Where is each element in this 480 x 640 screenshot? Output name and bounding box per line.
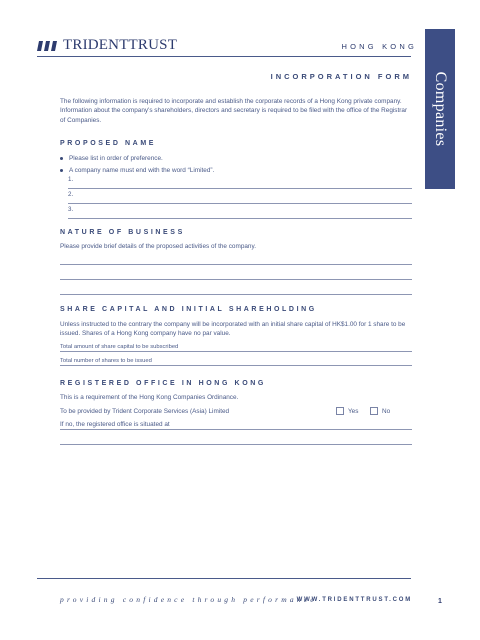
business-details-line[interactable] [60,294,412,295]
business-details-line[interactable] [60,264,412,265]
bullet-item: A company name must end with the word “Limited”. [60,167,214,174]
share-capital-amount-field[interactable]: Total amount of share capital to be subscribed [60,344,412,352]
registered-office-address-field[interactable]: If no, the registered office is situated at [60,421,412,430]
checkbox-icon [336,407,344,415]
logo [37,37,177,54]
nature-of-business-heading: NATURE OF BUSINESS [60,229,185,236]
registered-office-address-line[interactable] [60,444,412,445]
bullet-dot-icon [60,169,63,172]
bullet-dot-icon [60,157,63,160]
footer-tagline: providing confidence through performance [60,595,317,604]
registered-office-question: To be provided by Trident Corporate Services (Asia) Limited [60,408,230,415]
header-divider [37,56,411,57]
registered-office-text: This is a requirement of the Hong Kong Companies Ordinance. [60,394,239,401]
logo-text: TRIDENTTRUST [63,37,178,53]
footer-divider [37,578,411,579]
proposed-name-field-1[interactable]: 1. [68,176,412,189]
checkbox-icon [370,407,378,415]
trident-logo-icon [37,41,59,51]
form-title: INCORPORATION FORM [270,72,412,81]
section-side-tab [425,29,455,189]
share-count-field[interactable]: Total number of shares to be issued [60,358,412,366]
no-checkbox[interactable]: No [370,407,390,415]
page-number: 1 [438,597,442,605]
registered-office-heading: REGISTERED OFFICE IN HONG KONG [60,380,266,387]
region-label: HONG KONG [341,42,417,51]
proposed-name-field-3[interactable]: 3. [68,206,412,219]
intro-paragraph: The following information is required to incorporate and establish the corporate records of a Hong Kong private company. Information about the company's shareholders, directors and secretary is required to be filed with the office of the Registrar of Companies. [60,98,408,124]
footer-website-link[interactable]: WWW.TRIDENTTRUST.COM [296,597,412,603]
share-capital-heading: SHARE CAPITAL AND INITIAL SHAREHOLDING [60,306,317,313]
proposed-name-heading: PROPOSED NAME [60,140,157,147]
business-details-line[interactable] [60,279,412,280]
bullet-item: Please list in order of preference. [60,155,163,162]
nature-of-business-text: Please provide brief details of the proposed activities of the company. [60,243,256,250]
side-tab-label: Companies [432,71,449,147]
yes-checkbox[interactable]: Yes [336,407,358,415]
share-capital-text: Unless instructed to the contrary the company will be incorporated with an initial share capital of HK$1.00 for 1 share to be issued. Shares of a Hong Kong company have no par value. [60,321,406,338]
proposed-name-field-2[interactable]: 2. [68,191,412,204]
